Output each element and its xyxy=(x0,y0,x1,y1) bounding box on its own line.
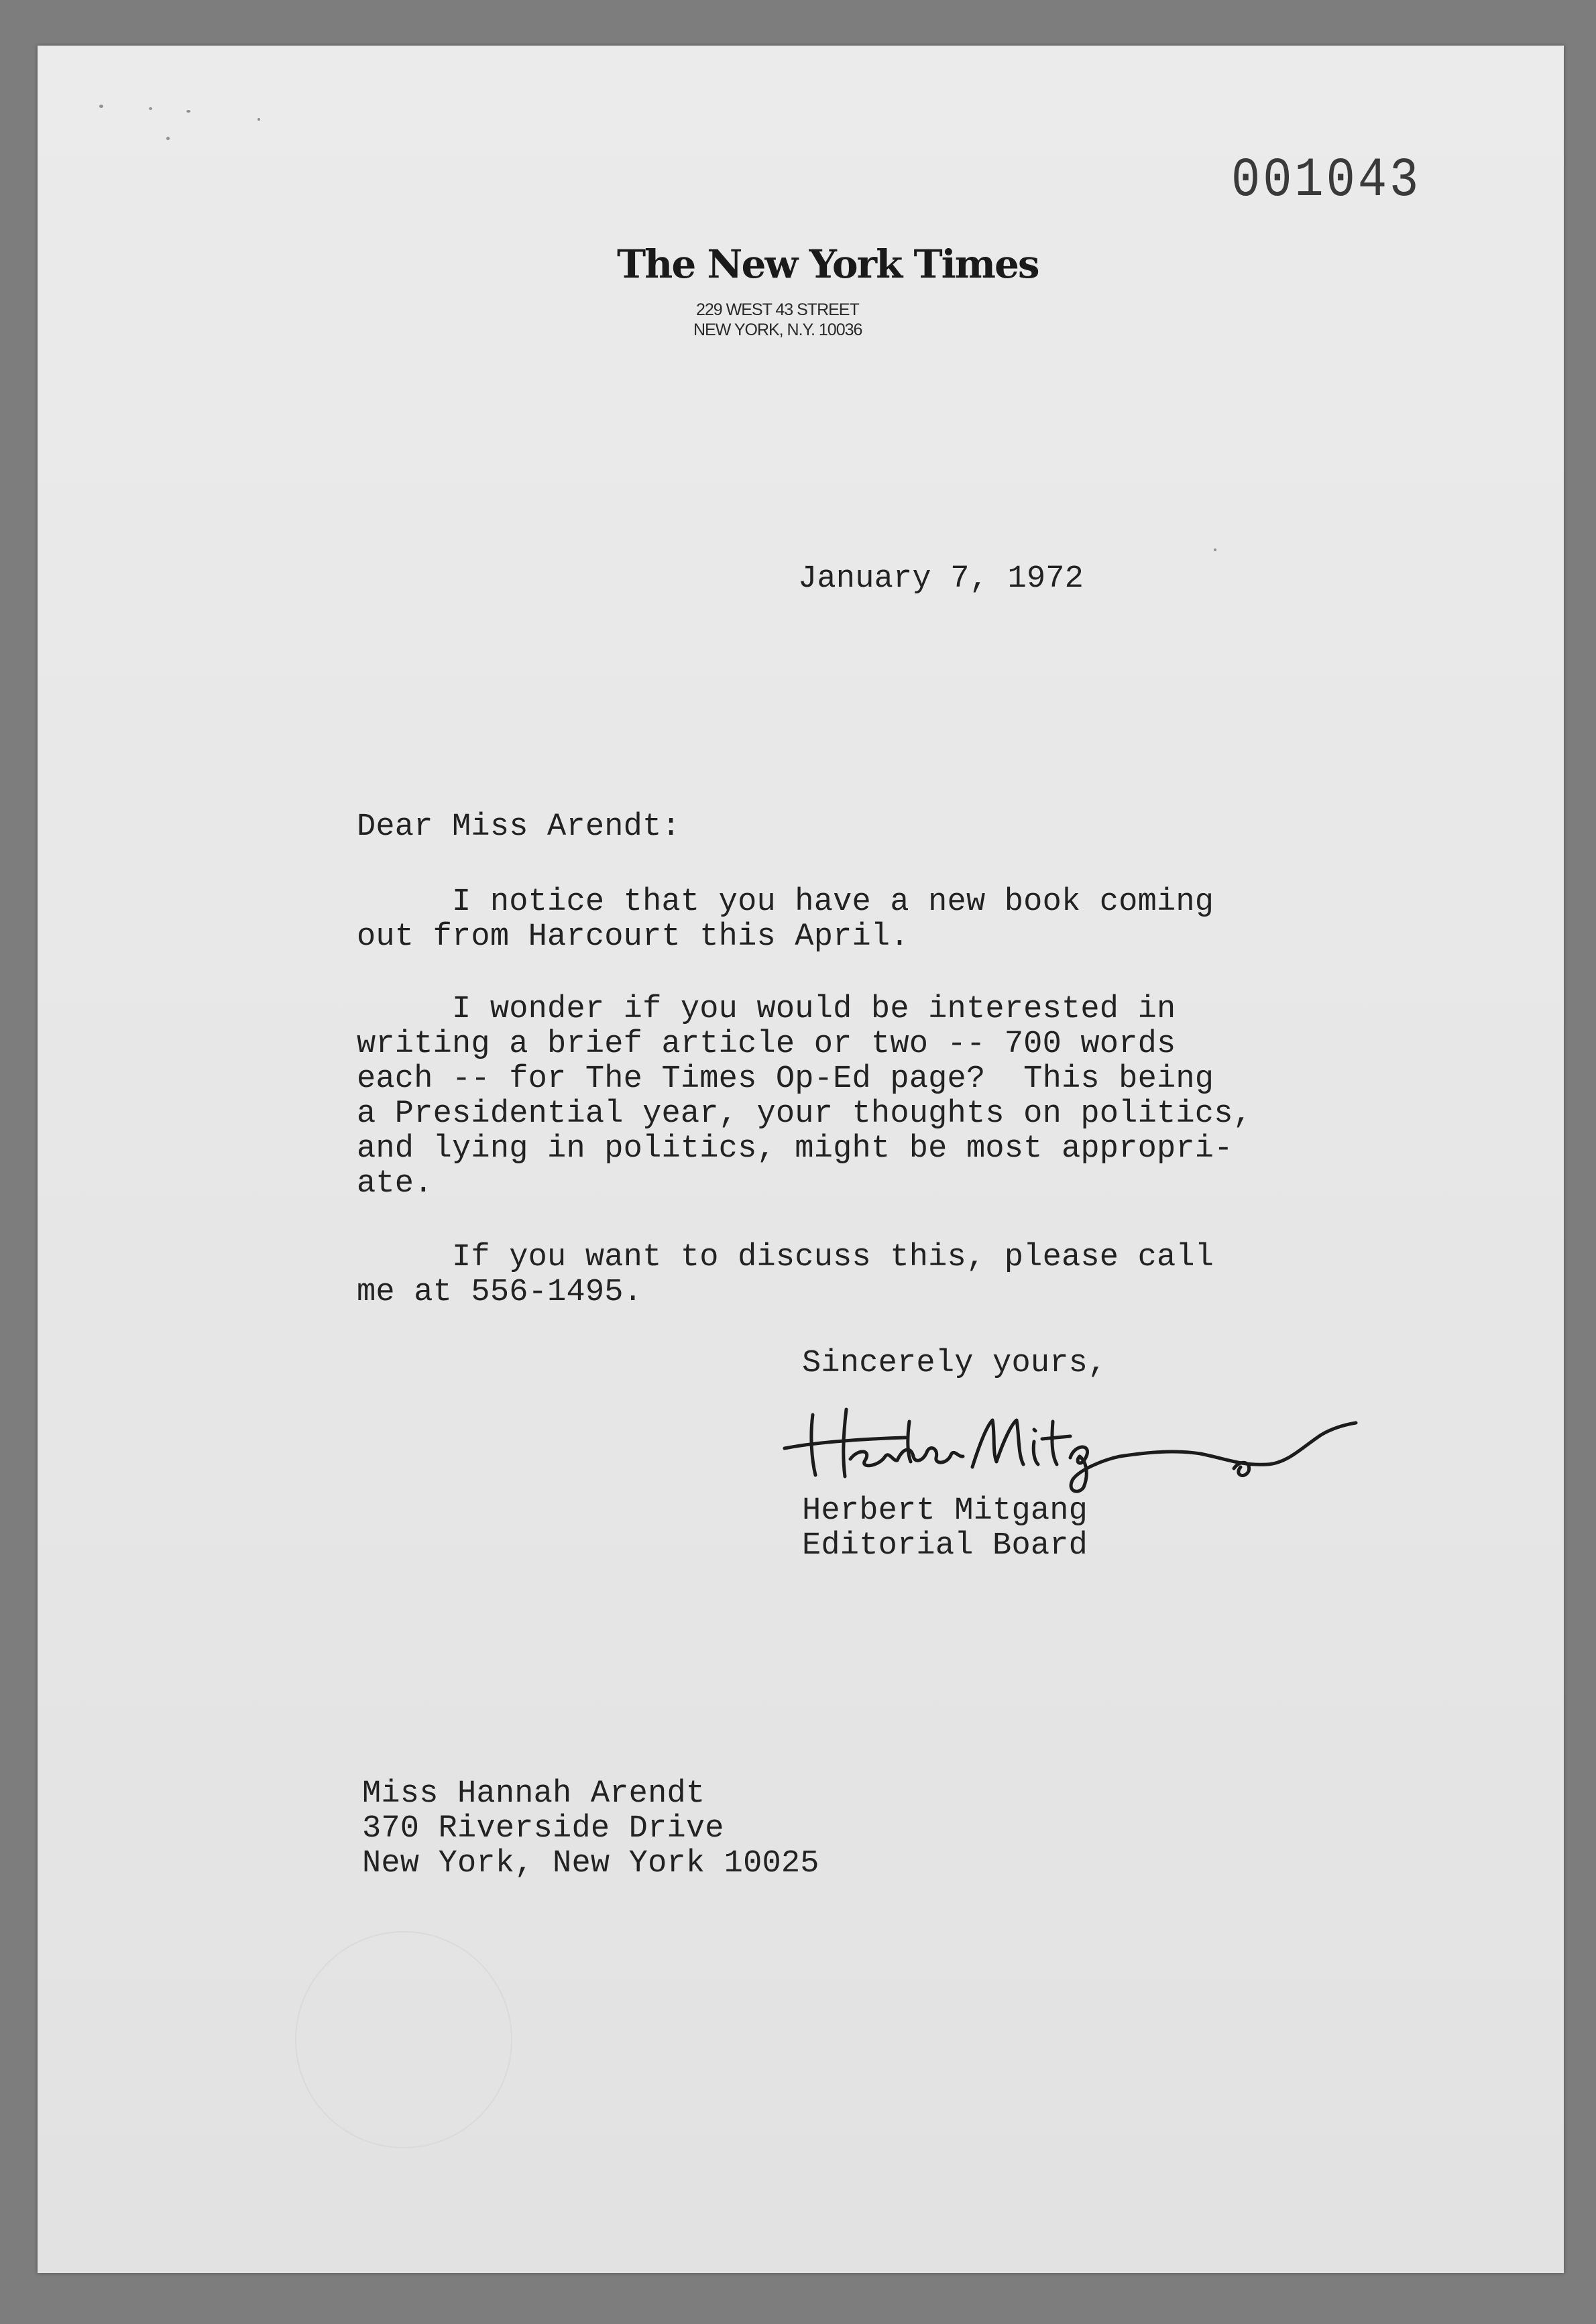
body-paragraph-1: I notice that you have a new book coming out from Harcourt this April. xyxy=(357,884,1214,955)
salutation: Dear Miss Arendt: xyxy=(357,809,681,845)
document-number: 001043 xyxy=(1231,149,1422,213)
letterhead-masthead: The New York Times xyxy=(617,241,1039,287)
body-paragraph-2: I wonder if you would be interested in writing a brief article or two -- 700 words each -- for The Times Op-Ed page? This being a Presidential year, your thoughts on politics, and lying in politics, might be most appropri- ate. xyxy=(357,992,1253,1202)
dust-speck xyxy=(258,118,260,121)
signer-block xyxy=(802,1494,1088,1564)
dust-speck xyxy=(1214,548,1216,551)
letterhead xyxy=(617,241,1039,339)
signer-title: Editorial Board xyxy=(802,1528,1088,1564)
letterhead-address-line-2: NEW YORK, N.Y. 10036 xyxy=(693,321,862,339)
dust-speck xyxy=(149,107,152,110)
dust-speck xyxy=(186,110,190,113)
closing: Sincerely yours, xyxy=(802,1346,1107,1381)
recipient-city: New York, New York 10025 xyxy=(362,1846,819,1881)
recipient-address xyxy=(362,1777,819,1881)
letter-date: January 7, 1972 xyxy=(798,561,1084,597)
letterhead-address-line-1: 229 WEST 43 STREET xyxy=(696,300,859,319)
recipient-street: 370 Riverside Drive xyxy=(362,1811,724,1847)
dust-speck xyxy=(166,137,170,140)
signer-name: Herbert Mitgang xyxy=(802,1493,1088,1529)
body-paragraph-3: If you want to discuss this, please call me at 556-1495. xyxy=(357,1240,1214,1310)
recipient-name: Miss Hannah Arendt xyxy=(362,1776,705,1812)
faint-watermark-ring xyxy=(295,1931,512,2148)
dust-speck xyxy=(99,105,103,108)
handwritten-signature xyxy=(771,1395,1375,1495)
